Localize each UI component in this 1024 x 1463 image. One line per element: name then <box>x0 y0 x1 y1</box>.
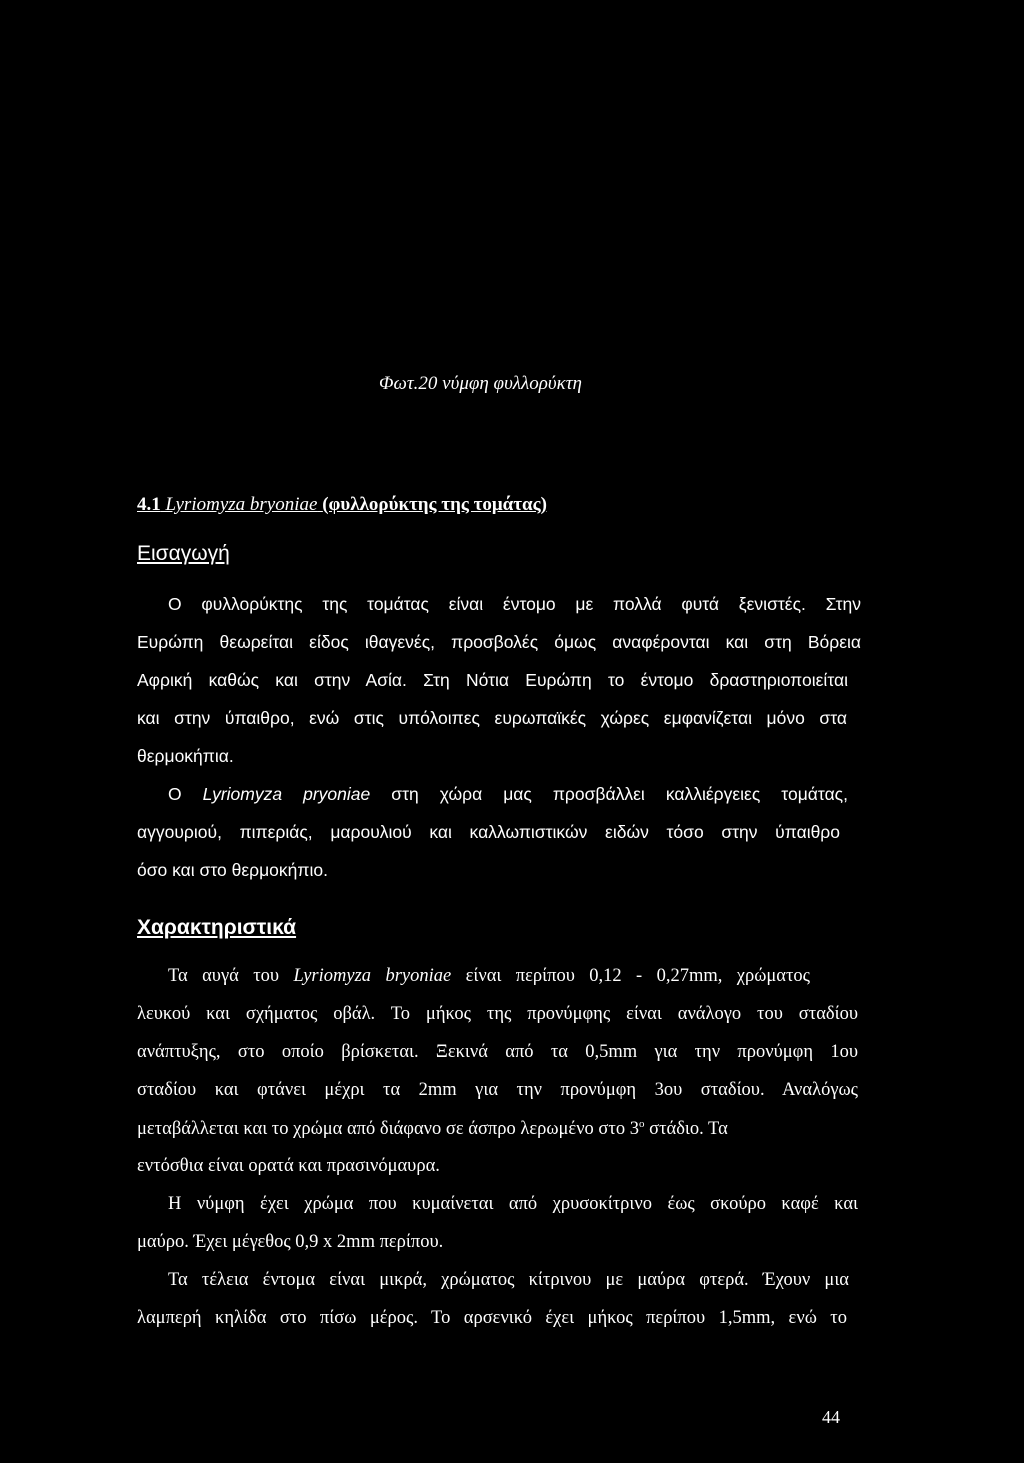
intro-heading: Εισαγωγή <box>137 542 230 565</box>
features-line <box>137 1118 728 1140</box>
intro-line: και στην ύπαιθρο, ενώ στις υπόλοιπες ευρωπαϊκές χώρες εμφανίζεται μόνο στα <box>137 708 847 728</box>
intro-line: Ευρώπη θεωρείται είδος ιθαγενές, προσβολές όμως αναφέρονται και στη Βόρεια <box>137 632 861 652</box>
features-line: εντόσθια είναι ορατά και πρασινόμαυρα. <box>137 1156 440 1176</box>
intro-line: αγγουριού, πιπεριάς, μαρουλιού και καλλωπιστικών ειδών τόσο στην ύπαιθρο <box>137 822 840 842</box>
page-number: 44 <box>822 1407 840 1427</box>
features-line: ανάπτυξης, στο οποίο βρίσκεται. Ξεκινά από τα 0,5mm για την προνύμφη 1ου <box>137 1042 858 1062</box>
ordinal-superscript: ο <box>638 1118 645 1130</box>
features-p1-lead: Τα αυγά του <box>168 966 280 986</box>
features-heading: Χαρακτηριστικά <box>137 916 297 939</box>
adult-line: λαμπερή κηλίδα στο πίσω μέρος. Το αρσενικό έχει μήκος περίπου 1,5mm, ενώ το <box>137 1308 847 1328</box>
features-line-text: μεταβάλλεται και το χρώμα από διάφανο σε άσπρο λερωμένο στο 3 <box>137 1119 639 1140</box>
section-heading <box>137 494 547 516</box>
intro-p2-lead: Ο <box>168 784 182 804</box>
pupa-line: Η νύμφη έχει χρώμα που κυμαίνεται από χρυσοκίτρινο έως σκούρο καφέ και <box>168 1194 858 1214</box>
features-p1-rest: είναι περίπου 0,12 - 0,27mm, χρώματος <box>465 966 810 986</box>
features-line: σταδίου και φτάνει μέχρι τα 2mm για την προνύμφη 3ου σταδίου. Αναλόγως <box>137 1080 858 1100</box>
intro-line: Αφρική καθώς και στην Ασία. Στη Νότια Ευρώπη το έντομο δραστηριοποιείται <box>137 670 848 690</box>
intro-line: όσο και στο θερμοκήπιο. <box>137 860 328 880</box>
features-line: λευκού και σχήματος οβάλ. Το μήκος της προνύμφης είναι ανάλογο του σταδίου <box>137 1004 858 1024</box>
features-p1-species: Lyriomyza bryoniae <box>293 966 452 986</box>
pupa-line: μαύρο. Έχει μέγεθος 0,9 x 2mm περίπου. <box>137 1232 444 1252</box>
adult-line: Τα τέλεια έντομα είναι μικρά, χρώματος κίτρινου με μαύρα φτερά. Έχουν μια <box>168 1270 849 1290</box>
section-number: 4.1 <box>137 494 161 515</box>
intro-line: Ο φυλλορύκτης της τομάτας είναι έντομο με πολλά φυτά ξενιστές. Στην <box>168 594 861 614</box>
section-common-name: (φυλλορύκτης της τομάτας) <box>322 494 547 515</box>
section-species: Lyriomyza bryoniae <box>165 494 318 515</box>
intro-line: θερμοκήπια. <box>137 746 234 766</box>
intro-p2-rest: στη χώρα μας προσβάλλει καλλιέργειες τομάτας, <box>391 784 848 804</box>
photo-caption: Φωτ.20 νύμφη φυλλορύκτη <box>379 373 582 394</box>
photo-area <box>0 0 1024 360</box>
features-line-text-end: στάδιο. Τα <box>644 1119 728 1140</box>
intro-p2-species: Lyriomyza pryoniae <box>202 784 371 804</box>
intro-p2-line <box>168 784 848 805</box>
features-p1-line <box>168 966 810 987</box>
